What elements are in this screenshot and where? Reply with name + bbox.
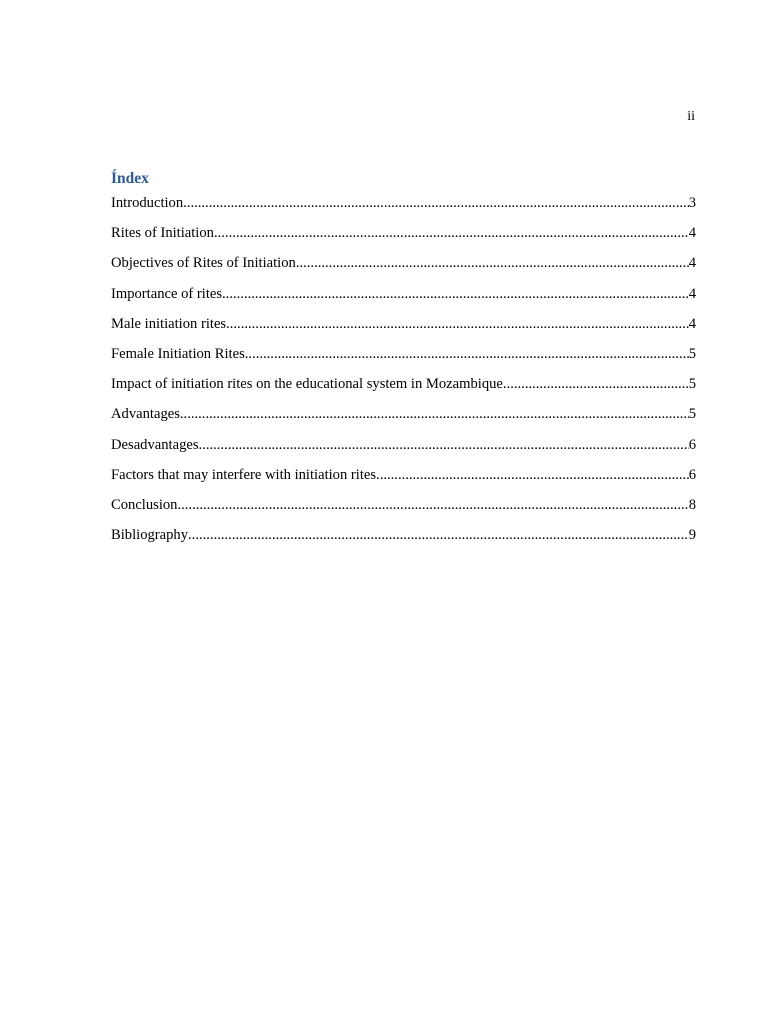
toc-entry-title: Male initiation rites <box>111 315 227 332</box>
toc-entry[interactable] <box>111 527 696 557</box>
toc-dot-leader <box>503 376 689 393</box>
toc-entry-page: 4 <box>688 225 696 242</box>
toc-entry-title: Factors that may interfere with initiation rites <box>111 466 377 483</box>
toc-entry-page: 4 <box>688 285 696 302</box>
toc-dot-leader <box>199 437 689 454</box>
toc-entry[interactable] <box>111 497 696 527</box>
toc-entry-title: Importance of rites <box>111 285 223 302</box>
toc-entry-page: 8 <box>688 496 696 513</box>
toc-dot-leader <box>177 497 688 514</box>
toc-list <box>111 195 696 557</box>
toc-entry-title: Introduction <box>111 195 184 211</box>
toc-entry[interactable] <box>111 406 696 436</box>
table-of-contents <box>111 169 696 557</box>
toc-entry-page: 6 <box>688 466 696 483</box>
toc-entry-title: Desadvantages <box>111 436 199 453</box>
toc-entry[interactable] <box>111 255 696 285</box>
toc-dot-leader <box>245 346 689 363</box>
toc-entry-page: 5 <box>688 376 696 393</box>
toc-entry[interactable] <box>111 467 696 497</box>
toc-entry-title: Objectives of Rites of Initiation <box>111 255 296 272</box>
toc-dot-leader <box>183 195 689 212</box>
toc-entry-page: 9 <box>688 527 696 544</box>
toc-entry[interactable] <box>111 225 696 255</box>
toc-heading: Índex <box>111 170 149 187</box>
toc-entry[interactable] <box>111 316 696 346</box>
toc-entry-title: Rites of Initiation <box>111 225 214 242</box>
toc-entry-title: Female Initiation Rites <box>111 345 245 362</box>
toc-entry-page: 5 <box>688 345 696 362</box>
toc-dot-leader <box>296 255 689 272</box>
toc-entry[interactable] <box>111 437 696 467</box>
toc-dot-leader <box>222 286 689 303</box>
toc-entry-page: 3 <box>688 195 696 211</box>
toc-dot-leader <box>376 467 689 484</box>
toc-entry[interactable] <box>111 195 696 225</box>
toc-dot-leader <box>180 406 689 423</box>
toc-entry[interactable] <box>111 376 696 406</box>
toc-entry-title: Conclusion <box>111 496 178 513</box>
toc-entry-title: Bibliography <box>111 527 189 544</box>
toc-entry[interactable] <box>111 286 696 316</box>
toc-entry[interactable] <box>111 346 696 376</box>
toc-dot-leader <box>188 527 689 544</box>
toc-entry-page: 6 <box>688 436 696 453</box>
toc-dot-leader <box>226 316 689 333</box>
toc-entry-page: 4 <box>688 255 696 272</box>
toc-entry-page: 5 <box>688 406 696 423</box>
toc-entry-title: Advantages <box>111 406 180 423</box>
toc-entry-title: Impact of initiation rites on the educational system in Mozambique <box>111 376 503 393</box>
page-number: ii <box>687 109 695 124</box>
toc-dot-leader <box>214 225 689 242</box>
toc-entry-page: 4 <box>688 315 696 332</box>
